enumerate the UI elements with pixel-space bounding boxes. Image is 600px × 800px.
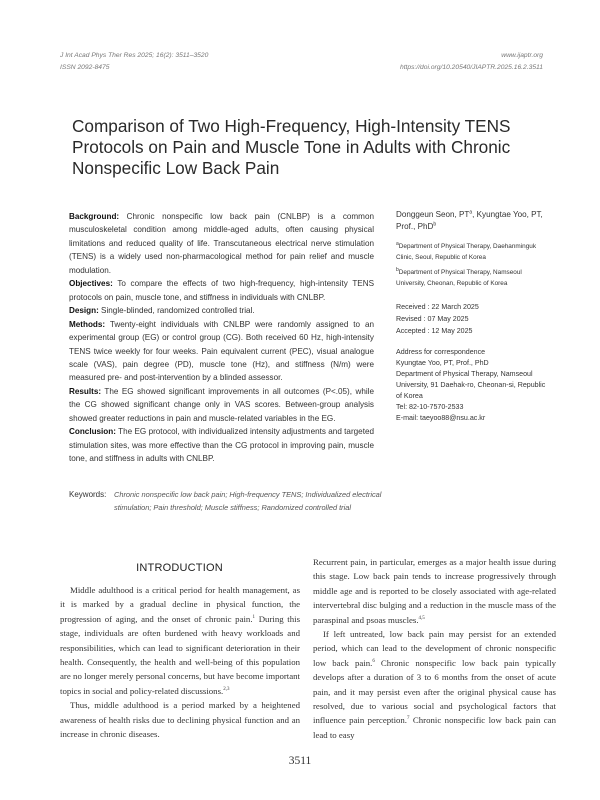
body-column-right bbox=[313, 555, 556, 742]
intro-r2-part-c: Chronic nonspecific low back pain can lead to easy bbox=[313, 715, 556, 740]
results-text: The EG showed significant improvements in all outcomes (P<.05), while the CG showed significant change only in VAS scores. Between-group analysis showed greater reductions in pain and muscle-related variables in the EG. bbox=[69, 386, 374, 423]
journal-website[interactable]: www.ijaptr.org bbox=[501, 52, 543, 59]
design-text: Single-blinded, randomized controlled trial. bbox=[98, 306, 255, 316]
introduction-heading: INTRODUCTION bbox=[136, 562, 223, 574]
date-accepted: Accepted : 12 May 2025 bbox=[396, 327, 473, 335]
abstract-results bbox=[69, 385, 374, 425]
running-header-left bbox=[60, 50, 208, 74]
conclusion-text: The EG protocol, with individualized intensity adjustments and targeted stimulation sites, was more effective than the CG protocol in improving pain, muscle tone, and stiffness in adults with CNLBP. bbox=[69, 427, 374, 464]
keywords-text: Chronic nonspecific low back pain; High-frequency TENS; Individualized electrical stimulation; Pain threshold; Muscle stiffness; Randomized controlled trial bbox=[114, 490, 382, 513]
background-label: Background: bbox=[69, 212, 120, 221]
date-revised: Revised : 07 May 2025 bbox=[396, 315, 469, 323]
abstract bbox=[69, 210, 374, 466]
design-label: Design: bbox=[69, 306, 99, 316]
intro-p1-part-b: During this stage, individuals are often burdened with heavy workloads and responsibilities, which can lead to significant deterioration in their health. Consequently, the health and well-being of this population are no longer merely personal concerns, but have become important topics in social and policy-related discussions. bbox=[60, 613, 300, 696]
body-column-left bbox=[60, 583, 300, 741]
paper-title: Comparison of Two High-Frequency, High-Intensity TENS Protocols on Pain and Muscle Tone in Adults with Chronic Nonspecific Low Back Pain bbox=[72, 116, 511, 178]
author-2: , Kyungtae Yoo, PT, Prof., PhD bbox=[396, 210, 543, 231]
affiliation-a-text: Department of Physical Therapy, Daehanminguk Clinic, Seoul, Republic of Korea bbox=[396, 243, 537, 261]
citation-marker: 7 bbox=[407, 716, 410, 722]
author-2-affil-marker: b bbox=[433, 221, 437, 228]
results-label: Results: bbox=[69, 386, 102, 396]
citation-marker: 6 bbox=[372, 658, 375, 664]
author-1: Donggeun Seon, PT bbox=[396, 210, 470, 219]
affiliation-b-text: Department of Physical Therapy, Namseoul University, Cheonan, Republic of Korea bbox=[396, 269, 522, 287]
doi-link[interactable]: https://doi.org/10.20540/JIAPTR.2025.16.2.3511 bbox=[399, 64, 543, 71]
intro-paragraph-4 bbox=[313, 627, 556, 742]
correspondence-address: Department of Physical Therapy, Namseoul University, 91 Daehak-ro, Cheonan-si, Republic of Korea bbox=[396, 370, 546, 400]
affiliation-a bbox=[396, 241, 551, 263]
background-text: Chronic nonspecific low back pain (CNLBP) is a common musculoskeletal condition among middle-aged adults, often causing physical limitations and reduced quality of life. Transcutaneous electrical nerve stimulation (TENS) is a widely used non-pharmacological method for pain relief and muscle modulation. bbox=[69, 212, 374, 275]
author-list bbox=[396, 209, 551, 233]
citation-marker: 1 bbox=[252, 614, 256, 620]
journal-citation: J Int Acad Phys Ther Res 2025; 16(2): 3511–3520 bbox=[60, 52, 209, 59]
citation-marker: 4,5 bbox=[418, 615, 425, 621]
correspondence-email[interactable]: E-mail: taeyoo88@nsu.ac.kr bbox=[396, 414, 486, 422]
intro-paragraph-3 bbox=[313, 555, 556, 627]
correspondence-name: Kyungtae Yoo, PT, Prof., PhD bbox=[396, 359, 489, 367]
abstract-conclusion bbox=[69, 425, 374, 465]
intro-paragraph-1 bbox=[60, 583, 300, 698]
page-number: 3511 bbox=[288, 755, 312, 767]
abstract-methods bbox=[69, 318, 374, 385]
objectives-text: To compare the effects of two high-frequency, high-intensity TENS protocols on pain, muscle tone, and stiffness in individuals with CNLBP. bbox=[69, 279, 374, 302]
date-received: Received : 22 March 2025 bbox=[396, 303, 479, 311]
intro-paragraph-2: Thus, middle adulthood is a period marked by a heightened awareness of health risks due to declining physical function and an increase in chronic diseases. bbox=[60, 700, 300, 740]
abstract-objectives bbox=[69, 277, 374, 304]
intro-r2-part-b: Chronic nonspecific low back pain typically develops after a duration of 3 to 6 months from the onset of acute pain, and it may persist even after the original physical cause has resolved, due to various social and psychological factors that influence pain perception. bbox=[313, 657, 557, 726]
citation-marker: 2,3 bbox=[223, 686, 230, 692]
article-info-sidebar bbox=[396, 209, 551, 424]
keywords-label: Keywords: bbox=[69, 490, 107, 499]
article-dates bbox=[396, 301, 551, 337]
correspondence-tel: Tel: 82-10-7570-2533 bbox=[396, 403, 464, 411]
intro-r1-text: Recurrent pain, in particular, emerges as a major health issue during this stage. Low back pain tends to increase progressively through middle age and is reported to be closely associated with age-related intervertebral disc bulging and a reduction in the muscle mass of the paraspinal and psoas muscles. bbox=[313, 557, 556, 625]
correspondence bbox=[396, 347, 551, 424]
intro-r2-part-a: If left untreated, low back pain may persist for an extended period, which can lead to the development of chronic nonspecific low back pain. bbox=[313, 629, 556, 668]
methods-text: Twenty-eight individuals with CNLBP were randomly assigned to an experimental group (EG) or control group (CG). Both received 60 Hz, high-intensity TENS twice weekly for four weeks. Pain equivalent current (PEC), visual analogue scale (VAS), pain degree (PD), muscle tone (Hz), and stiffness (N/m) were measured pre- and post-intervention by a blinded assessor. bbox=[69, 319, 374, 383]
methods-label: Methods: bbox=[69, 319, 106, 329]
author-1-affil-marker: a bbox=[469, 209, 473, 216]
affiliation-b bbox=[396, 267, 551, 289]
intro-p1-part-a: Middle adulthood is a critical period for health management, as it is marked by a gradual decline in physical function, the progression of aging, and the onset of chronic pain. bbox=[60, 585, 300, 624]
affiliation-a-marker: a bbox=[396, 240, 399, 247]
affiliation-b-marker: b bbox=[396, 266, 399, 273]
running-header-right bbox=[400, 50, 543, 74]
abstract-background bbox=[69, 210, 374, 277]
abstract-design bbox=[69, 304, 374, 317]
objectives-label: Objectives: bbox=[69, 279, 113, 289]
issn: ISSN 2092-8475 bbox=[60, 64, 110, 71]
conclusion-label: Conclusion: bbox=[69, 427, 116, 437]
correspondence-heading: Address for correspondence bbox=[396, 348, 486, 356]
